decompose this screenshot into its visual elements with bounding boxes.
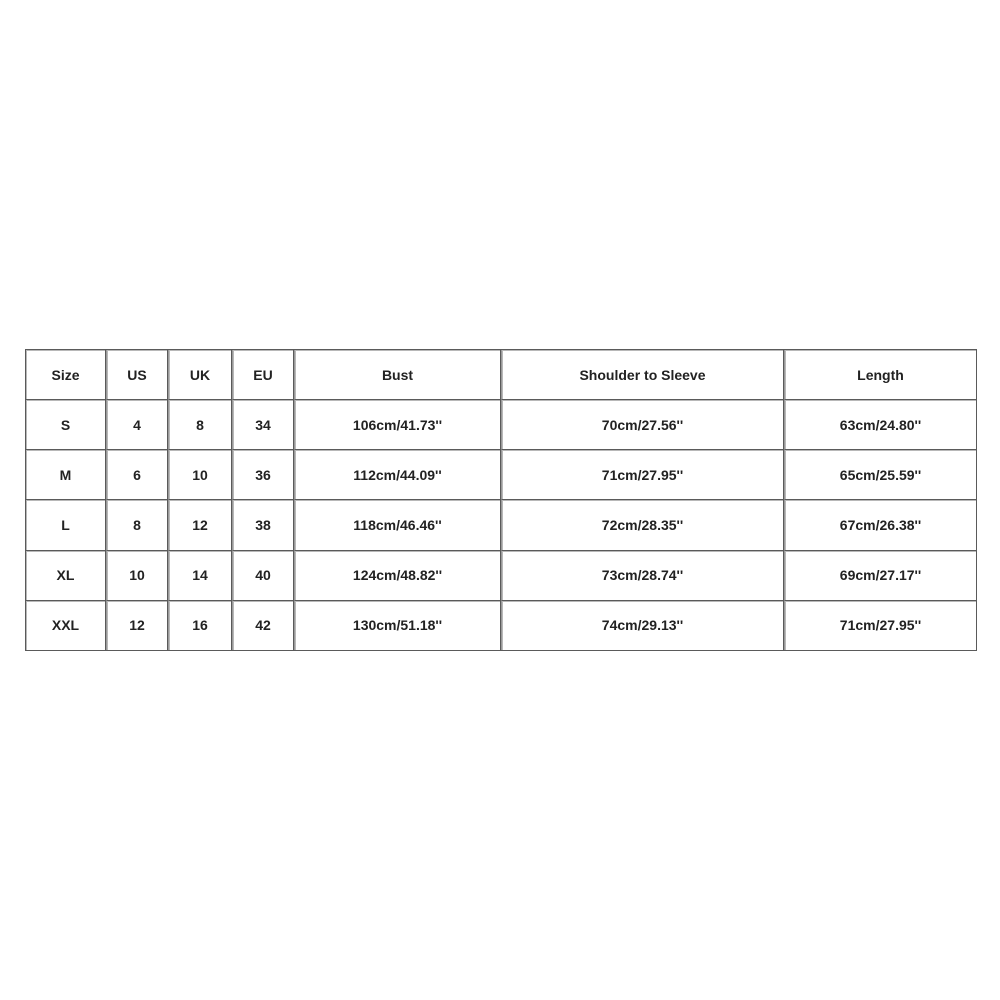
header-bust: Bust [294, 350, 501, 400]
cell-length: 71cm/27.95'' [784, 601, 976, 650]
cell-bust: 106cm/41.73'' [294, 400, 501, 450]
cell-size: XXL [26, 601, 106, 650]
cell-us: 4 [106, 400, 168, 450]
cell-bust: 124cm/48.82'' [294, 551, 501, 601]
cell-uk: 14 [168, 551, 232, 601]
cell-uk: 8 [168, 400, 232, 450]
cell-shoulder-to-sleeve: 71cm/27.95'' [501, 450, 784, 500]
cell-uk: 10 [168, 450, 232, 500]
cell-uk: 12 [168, 500, 232, 550]
table-row [26, 601, 976, 650]
header-us: US [106, 350, 168, 400]
header-shoulder-to-sleeve: Shoulder to Sleeve [501, 350, 784, 400]
cell-eu: 38 [232, 500, 294, 550]
cell-us: 10 [106, 551, 168, 601]
cell-size: XL [26, 551, 106, 601]
size-chart-table [25, 349, 977, 651]
header-size: Size [26, 350, 106, 400]
cell-uk: 16 [168, 601, 232, 650]
header-row [26, 350, 976, 400]
header-uk: UK [168, 350, 232, 400]
cell-bust: 112cm/44.09'' [294, 450, 501, 500]
cell-eu: 40 [232, 551, 294, 601]
header-length: Length [784, 350, 976, 400]
header-eu: EU [232, 350, 294, 400]
cell-length: 65cm/25.59'' [784, 450, 976, 500]
cell-bust: 118cm/46.46'' [294, 500, 501, 550]
cell-eu: 36 [232, 450, 294, 500]
table-row [26, 500, 976, 550]
cell-size: L [26, 500, 106, 550]
cell-eu: 34 [232, 400, 294, 450]
cell-shoulder-to-sleeve: 74cm/29.13'' [501, 601, 784, 650]
cell-shoulder-to-sleeve: 72cm/28.35'' [501, 500, 784, 550]
cell-eu: 42 [232, 601, 294, 650]
cell-size: M [26, 450, 106, 500]
cell-length: 69cm/27.17'' [784, 551, 976, 601]
cell-length: 63cm/24.80'' [784, 400, 976, 450]
table-row [26, 400, 976, 450]
cell-bust: 130cm/51.18'' [294, 601, 501, 650]
cell-length: 67cm/26.38'' [784, 500, 976, 550]
cell-shoulder-to-sleeve: 70cm/27.56'' [501, 400, 784, 450]
cell-size: S [26, 400, 106, 450]
table-row [26, 450, 976, 500]
cell-us: 12 [106, 601, 168, 650]
cell-shoulder-to-sleeve: 73cm/28.74'' [501, 551, 784, 601]
table-row [26, 551, 976, 601]
cell-us: 8 [106, 500, 168, 550]
cell-us: 6 [106, 450, 168, 500]
